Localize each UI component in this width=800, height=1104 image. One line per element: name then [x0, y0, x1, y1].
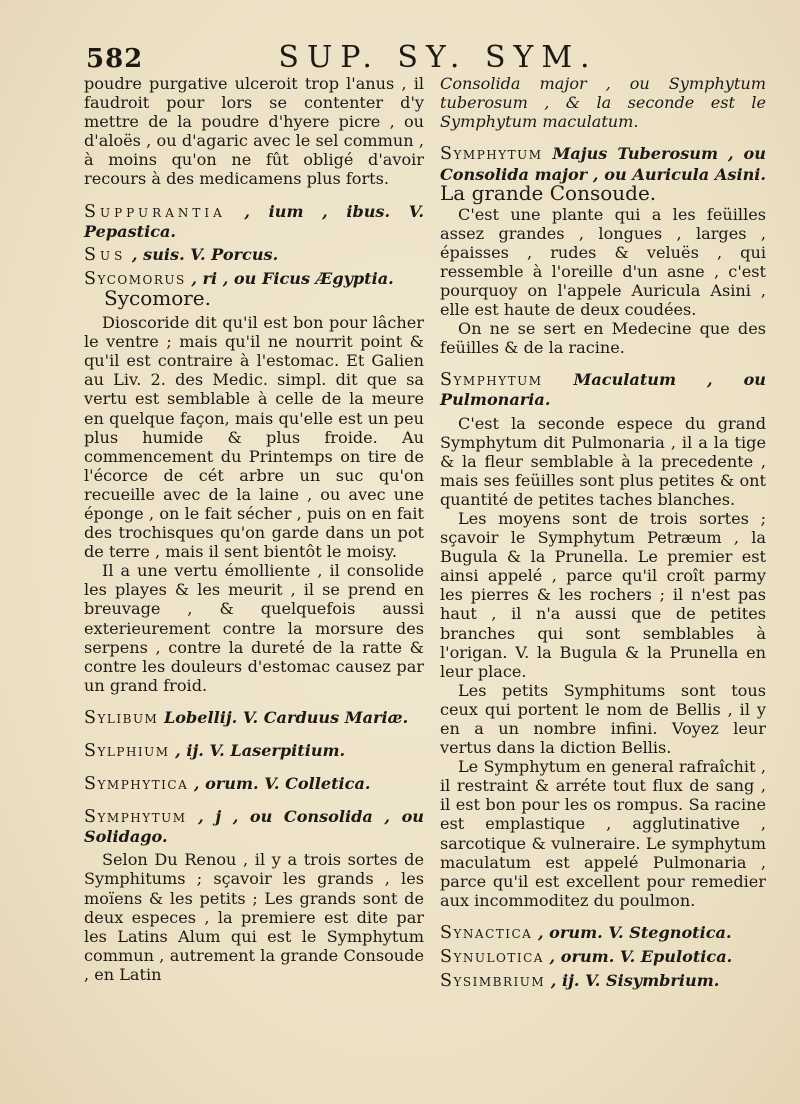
entry-headword: Symphytum [440, 144, 543, 165]
entry-headword: Sus [84, 244, 127, 265]
entry-headword: Suppurantia [84, 201, 226, 222]
entry-sylphium [84, 741, 424, 761]
continuation-italic: Consolida major , ou Symphytum tuberosum , & la seconde est le Symphytum maculatum. [440, 74, 766, 132]
entry-reference: Majus Tuberosum , ou Consolida major , ou Auricula Asini. [440, 144, 766, 185]
entry-reference: , ium , ibus. V. Pepastica. [84, 201, 424, 241]
paragraph: On ne se sert en Medecine que des feüilles & de la racine. [440, 319, 766, 358]
left-column [84, 74, 424, 984]
entry-headword: Synulotica [440, 947, 544, 968]
entry-sycomorus [84, 269, 424, 309]
entry-reference: , orum. V. Colletica. [188, 774, 371, 794]
entry-reference: , orum. V. Stegnotica. [532, 922, 732, 942]
entry-reference: Lobellij. V. Carduus Mariæ. [158, 707, 409, 727]
entry-reference: , ij. V. Sisymbrium. [545, 971, 720, 991]
entry-gloss: La grande Consoude. [440, 181, 657, 206]
entry-headword: Sycomorus [84, 268, 186, 289]
entry-headword: Symphytica [84, 774, 189, 795]
entry-suppurantia [84, 202, 424, 241]
entry-reference: , ij. V. Laserpitium. [169, 741, 346, 760]
continuation-text [440, 74, 766, 131]
paragraph: Dioscoride dit qu'il est bon pour lâcher le ventre ; mais qu'il ne nourrit point & qu'il est contraire à l'estomac. Et Galien au Liv. 2. des Medic. simpl. dit que sa vertu est semblable à celle de la meure en quelque façon, mais qu'elle est un peu plus humide & plus froide. Au commencement du Printemps on tire de l'écorce de cét arbre un suc qu'on recueille avec de la laine , ou avec une éponge , on le fait sécher , puis on en fait des trochisques qu'on garde dans un pot de terre , mais il sent bientôt le moisy. [84, 313, 424, 562]
page-number: 582 [86, 44, 144, 74]
entry-reference: , ri , ou Ficus Ægyptia. [185, 268, 394, 288]
paragraph: C'est une plante qui a les feüilles assez grandes , longues , larges , épaisses , rudes & veluës , qui ressemble à l'oreille d'un asne , c'est pourquoy on l'appele Auricula Asini , elle est haute de deux coudées. [440, 204, 766, 320]
entry-reference: Maculatum , ou Pulmonaria. [440, 370, 766, 410]
entry-sysimbrium [440, 971, 766, 991]
entry-reference: , suis. V. Porcus. [126, 244, 279, 264]
entry-headword: Sysimbrium [440, 971, 546, 992]
entry-reference: , orum. V. Epulotica. [543, 947, 733, 967]
paragraph: Le Symphytum en general rafraîchit , il restraint & arréte tout flux de sang , il est bon pour les os rompus. Sa racine est emplastique , agglutinative , sarcotique & vulneraire. Le symphytum maculatum est appelé Pulmonaria , parce qu'il est excellent pour remedier aux incommoditez du poulmon. [440, 757, 766, 910]
entry-headword: Symphytum [84, 807, 187, 828]
running-title: SUP. SY. SYM. [278, 40, 598, 75]
entry-symphytica [84, 774, 424, 794]
paragraph: Les petits Symphitums sont tous ceux qui portent le nom de Bellis , il y en a un nombre infini. Voyez leur vertus dans la diction Bellis. [440, 680, 766, 758]
paragraph: Selon Du Renou , il y a trois sortes de Symphitums ; sçavoir les grands , les moïens & les petits ; Les grands sont de deux especes , la premiere est dite par les Latins Alum qui est le Symphytum commun , autrement la grande Consoude , en Latin [84, 850, 424, 984]
continuation-text: poudre purgative ulceroit trop l'anus , il faudroit pour lors se contenter d'y mettre de la poudre d'hyere picre , ou d'aloës , ou d'agaric avec le sel commun , à moins qu'on ne fût obligé d'avoir recours à des medicamens plus forts. [84, 74, 424, 189]
entry-sus [84, 245, 424, 265]
paragraph: Les moyens sont de trois sortes ; sçavoir le Symphytum Petræum , la Bugula & la Prunella. Le premier est ainsi appelé , parce qu'il croît parmy les pierres & les rochers ; il n'est pas haut , il n'a aussi que de petites branches qui sont semblables à l'origan. V. la Bugula & la Prunella en leur place. [440, 508, 766, 681]
entry-reference: , j , ou Consolida , ou Solidago. [84, 807, 424, 847]
entry-headword: Symphytum [440, 370, 543, 391]
entry-headword: Sylphium [84, 741, 170, 761]
entry-symphytum-majus [440, 144, 766, 204]
paragraph: C'est la seconde espece du grand Symphytum dit Pulmonaria , il a la tige & la fleur semblable à la precedente , mais ses feüilles sont plus petites & ont quantité de petites taches blanches. [440, 413, 766, 509]
entry-symphytum [84, 807, 424, 846]
right-column [440, 74, 766, 991]
entry-synulotica [440, 947, 766, 967]
paragraph: Il a une vertu émolliente , il consolide les playes & les meurit , il se prend en breuvage , & quelquefois aussi exterieurement contre la morsure des serpens , contre la dureté de la ratte & contre les douleurs d'estomac causez par un grand froid. [84, 561, 424, 695]
entry-sylibum [84, 708, 424, 728]
entry-headword: Sylibum [84, 707, 159, 728]
entry-symphytum-maculatum [440, 370, 766, 409]
entry-headword: Synactica [440, 922, 533, 943]
entry-synactica [440, 923, 766, 943]
entry-gloss: Sycomore. [104, 285, 212, 310]
